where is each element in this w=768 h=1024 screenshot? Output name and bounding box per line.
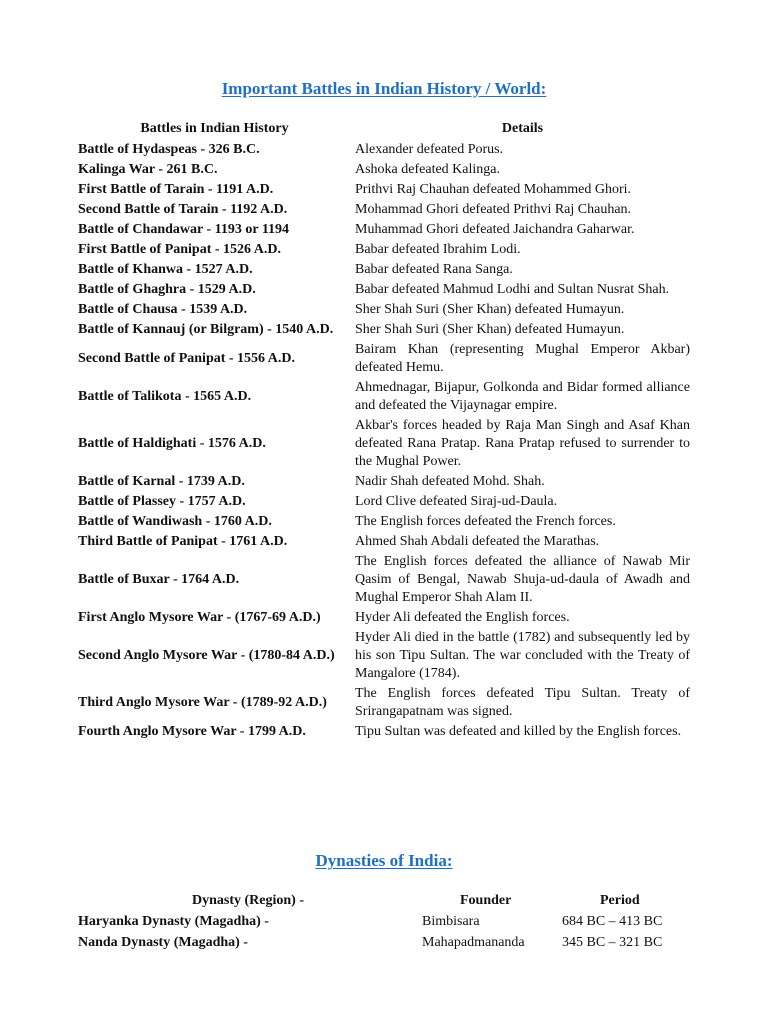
battle-name: Battle of Chandawar - 1193 or 1194: [78, 222, 290, 237]
battle-detail: Ahmednagar, Bijapur, Golkonda and Bidar formed alliance and defeated the Vijaynagar empire.: [355, 380, 690, 413]
table-row: [76, 722, 692, 742]
table-row: [76, 160, 692, 180]
battles-table: [76, 118, 692, 742]
battle-name: Battle of Chausa - 1539 A.D.: [78, 302, 248, 317]
battle-detail: The English forces defeated the French forces.: [355, 514, 616, 529]
column-header-period: Period: [600, 893, 640, 908]
battle-detail: Ahmed Shah Abdali defeated the Marathas.: [355, 534, 600, 549]
table-row: [76, 200, 692, 220]
battle-name: Second Battle of Tarain - 1192 A.D.: [78, 202, 288, 217]
column-header-dynasty: Dynasty (Region) -: [192, 893, 304, 908]
dynasties-table: [76, 890, 692, 953]
battle-name: Battle of Hydaspeas - 326 B.C.: [78, 142, 260, 157]
battle-name: Battle of Karnal - 1739 A.D.: [78, 474, 245, 489]
battle-detail: Akbar's forces headed by Raja Man Singh and Asaf Khan defeated Rana Pratap. Rana Pratap refused to surrender to the Mughal Power.: [355, 418, 690, 469]
battle-name: Battle of Wandiwash - 1760 A.D.: [78, 514, 272, 529]
table-row: [76, 180, 692, 200]
battle-detail: Lord Clive defeated Siraj-ud-Daula.: [355, 494, 558, 509]
battle-name: Second Anglo Mysore War - (1780-84 A.D.): [78, 648, 335, 663]
battle-detail: Mohammad Ghori defeated Prithvi Raj Chauhan.: [355, 202, 632, 217]
dynasties-table-header: [76, 890, 692, 911]
table-row: [76, 220, 692, 240]
battle-detail: The English forces defeated the alliance of Nawab Mir Qasim of Bengal, Nawab Shuja-ud-daula of Awadh and Mughal Emperor Shah Alam II.: [355, 554, 690, 605]
battle-name: Battle of Plassey - 1757 A.D.: [78, 494, 246, 509]
battle-name: Second Battle of Panipat - 1556 A.D.: [78, 351, 295, 366]
battle-detail: Babar defeated Rana Sanga.: [355, 262, 513, 277]
battle-name: Third Anglo Mysore War - (1789-92 A.D.): [78, 695, 327, 710]
battle-detail: Prithvi Raj Chauhan defeated Mohammed Ghori.: [355, 182, 632, 197]
battle-name: Battle of Talikota - 1565 A.D.: [78, 389, 252, 404]
dynasties-heading: Dynasties of India:: [315, 851, 453, 870]
battle-name: First Battle of Panipat - 1526 A.D.: [78, 242, 281, 257]
table-row: [76, 300, 692, 320]
battle-detail: Ashoka defeated Kalinga.: [355, 162, 500, 177]
dynasty-name: Haryanka Dynasty (Magadha) -: [78, 914, 269, 929]
battle-name: First Battle of Tarain - 1191 A.D.: [78, 182, 274, 197]
table-row: [76, 472, 692, 492]
column-header-founder: Founder: [460, 893, 512, 908]
table-row: [76, 240, 692, 260]
battle-name: Battle of Haldighati - 1576 A.D.: [78, 436, 266, 451]
battle-name: Third Battle of Panipat - 1761 A.D.: [78, 534, 288, 549]
battle-name: Battle of Buxar - 1764 A.D.: [78, 572, 240, 587]
battle-name: Kalinga War - 261 B.C.: [78, 162, 218, 177]
table-row: [76, 378, 692, 416]
table-row: [76, 608, 692, 628]
battle-detail: Hyder Ali died in the battle (1782) and subsequently led by his son Tipu Sultan. The war concluded with the Treaty of Mangalore (1784).: [355, 630, 690, 681]
table-row: [76, 532, 692, 552]
column-header-battles: Battles in Indian History: [140, 121, 289, 136]
battle-name: First Anglo Mysore War - (1767-69 A.D.): [78, 610, 321, 625]
table-row: [76, 628, 692, 684]
table-row: [76, 416, 692, 472]
battle-detail: Muhammad Ghori defeated Jaichandra Gaharwar.: [355, 222, 635, 237]
dynasty-founder: Mahapadmananda: [422, 935, 525, 950]
battle-detail: Nadir Shah defeated Mohd. Shah.: [355, 474, 545, 489]
battle-detail: Tipu Sultan was defeated and killed by the English forces.: [355, 724, 682, 739]
battle-name: Battle of Khanwa - 1527 A.D.: [78, 262, 253, 277]
table-row: [76, 684, 692, 722]
dynasty-founder: Bimbisara: [422, 914, 480, 929]
battle-detail: Babar defeated Mahmud Lodhi and Sultan Nusrat Shah.: [355, 282, 670, 297]
battle-detail: Alexander defeated Porus.: [355, 142, 504, 157]
battles-table-header: [76, 118, 692, 140]
table-row: [76, 320, 692, 340]
dynasty-name: Nanda Dynasty (Magadha) -: [78, 935, 248, 950]
battles-heading: Important Battles in Indian History / World:: [221, 79, 547, 98]
table-row: [76, 552, 692, 608]
table-row: [76, 492, 692, 512]
table-row: [76, 280, 692, 300]
table-row: [76, 260, 692, 280]
column-header-details: Details: [501, 121, 544, 136]
battle-name: Fourth Anglo Mysore War - 1799 A.D.: [78, 724, 306, 739]
table-row: [76, 512, 692, 532]
table-row: [76, 340, 692, 378]
battle-detail: The English forces defeated Tipu Sultan. Treaty of Srirangapatnam was signed.: [355, 686, 690, 719]
battle-detail: Sher Shah Suri (Sher Khan) defeated Humayun.: [355, 302, 625, 317]
battle-name: Battle of Ghaghra - 1529 A.D.: [78, 282, 256, 297]
battle-detail: Hyder Ali defeated the English forces.: [355, 610, 570, 625]
battle-name: Battle of Kannauj (or Bilgram) - 1540 A.D.: [78, 322, 334, 337]
table-row: [76, 911, 692, 932]
battle-detail: Sher Shah Suri (Sher Khan) defeated Humayun.: [355, 322, 625, 337]
dynasty-period: 345 BC – 321 BC: [562, 935, 663, 950]
table-row: [76, 140, 692, 160]
battle-detail: Bairam Khan (representing Mughal Emperor Akbar) defeated Hemu.: [355, 342, 690, 375]
dynasty-period: 684 BC – 413 BC: [562, 914, 663, 929]
battle-detail: Babar defeated Ibrahim Lodi.: [355, 242, 521, 257]
table-row: [76, 932, 692, 953]
